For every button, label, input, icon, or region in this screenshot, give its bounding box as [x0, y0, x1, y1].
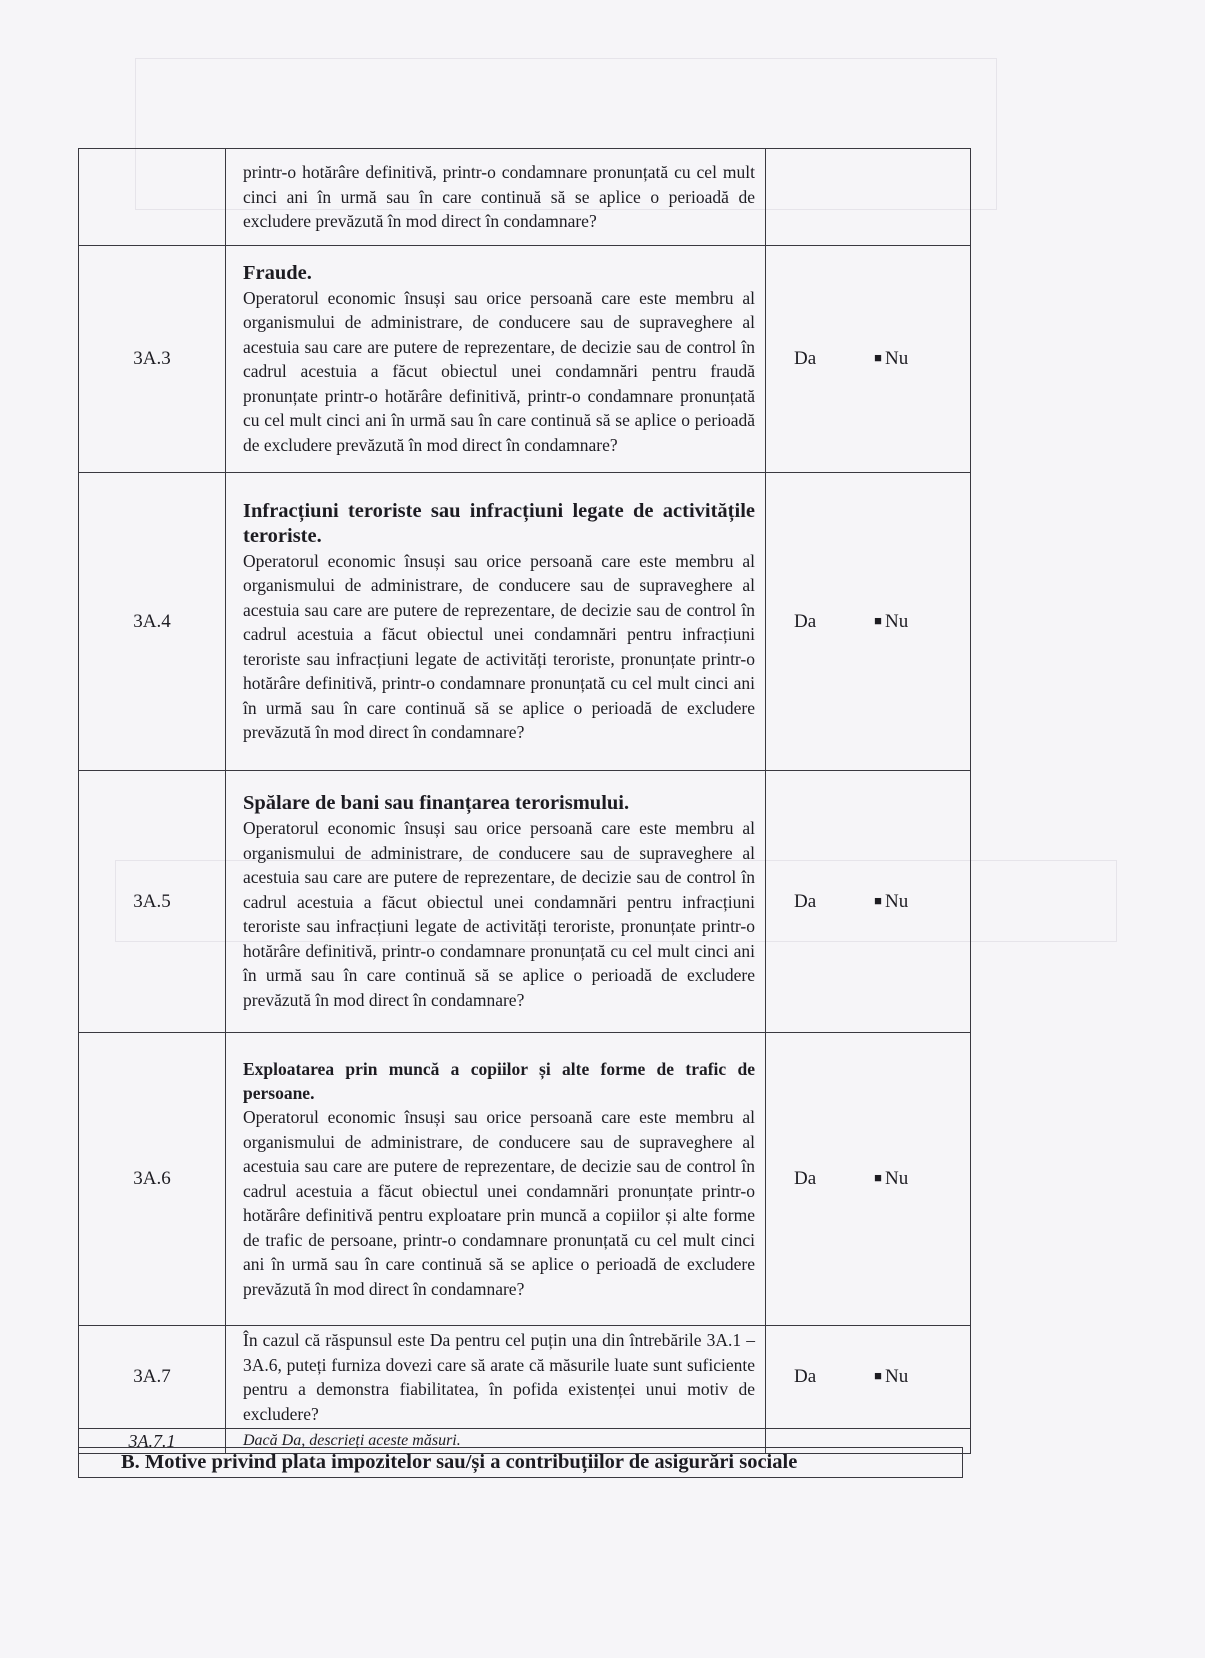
checkbox-checked-icon: ■: [874, 350, 883, 365]
exclusion-criteria-table: [78, 148, 971, 1454]
answer-cell: [766, 1326, 971, 1429]
answer-da[interactable]: Da: [794, 890, 817, 912]
answer-nu[interactable]: [874, 348, 908, 370]
table-row: [79, 1033, 971, 1326]
answer-nu[interactable]: [874, 611, 908, 633]
table-row: [79, 771, 971, 1033]
answer-da[interactable]: Da: [794, 348, 817, 369]
checkbox-checked-icon: ■: [874, 1170, 883, 1185]
answer-nu[interactable]: [874, 1168, 908, 1190]
question-heading: Spălare de bani sau finanțarea terorismului.: [243, 792, 630, 814]
answer-nu[interactable]: [874, 891, 908, 913]
question-heading: Infracțiuni teroriste sau infracțiuni legate de activitățile teroriste.: [243, 499, 755, 547]
answer-nu-label: Nu: [885, 1366, 909, 1387]
answer-nu-label: Nu: [885, 890, 909, 912]
question-text-cell: [226, 1326, 766, 1429]
question-text-cell: [226, 246, 766, 473]
section-b-heading: B. Motive privind plata impozitelor sau/și a contribuțiilor de asigurări sociale: [78, 1447, 963, 1478]
question-heading: Fraude.: [243, 261, 312, 284]
answer-cell: [766, 149, 971, 246]
answer-cell: [766, 771, 971, 1033]
answer-nu-label: Nu: [885, 348, 909, 369]
measures-description-cell[interactable]: Dacă Da, descrieți aceste măsuri.: [226, 1429, 766, 1454]
question-text: printr-o hotărâre definitivă, printr-o condamnare pronunțată cu cel mult cinci ani în urmă sau în care continuă să se aplice o perioadă de excludere prevăzută în mod direct în condamnare?: [243, 162, 755, 232]
table-row: [79, 473, 971, 771]
table-row: [79, 149, 971, 246]
row-id: 3A.7: [79, 1326, 226, 1429]
question-text: În cazul că răspunsul este Da pentru cel puțin una din întrebările 3A.1 – 3A.6, puteți furniza dovezi care să arate că măsurile luate sunt suficiente pentru a demonstra fiabilitatea, în pofida existenței unui motiv de excludere?: [243, 1330, 755, 1424]
checkbox-checked-icon: ■: [874, 612, 883, 628]
answer-cell: [766, 1033, 971, 1326]
answer-cell: [766, 246, 971, 473]
answer-da[interactable]: Da: [794, 610, 817, 632]
question-text-cell: [226, 771, 766, 1033]
row-id: 3A.4: [79, 473, 226, 771]
question-text: Operatorul economic însuși sau orice persoană care este membru al organismului de administrare, de conducere sau de supraveghere al acestuia sau care are putere de reprezentare, de decizie sau de control în cadrul acestuia a făcut obiectul unei condamnări pentru infracțiuni teroriste sau infracțiuni legate de activități teroriste, pronunțate printr-o hotărâre definitivă, printr-o condamnare pronunțată cu cel mult cinci ani în urmă sau în care continuă să se aplice o perioadă de excludere prevăzută în mod direct în condamnare?: [243, 550, 755, 742]
question-text: Operatorul economic însuși sau orice persoană care este membru al organismului de administrare, de conducere sau de supraveghere al acestuia sau care are putere de reprezentare, de decizie sau de control în cadrul acestuia a făcut obiectul unei condamnări pronunțate printr-o hotărâre definitivă pentru exploatare prin muncă a copiilor și alte forme de trafic de persoane, printr-o condamnare pronunțată cu cel mult cinci ani în urmă sau în care continuă să se aplice o perioadă de excludere prevăzută în mod direct în condamnare?: [243, 1107, 755, 1299]
question-text-cell: [226, 149, 766, 246]
row-id: 3A.3: [79, 246, 226, 473]
table-row: [79, 246, 971, 473]
row-id: 3A.5: [79, 771, 226, 1033]
row-id: [79, 149, 226, 246]
answer-da[interactable]: Da: [794, 1168, 817, 1189]
question-heading: Exploatarea prin muncă a copiilor și alte forme de trafic de persoane.: [243, 1059, 755, 1103]
checkbox-checked-icon: ■: [874, 1368, 883, 1383]
answer-cell: [766, 473, 971, 771]
question-text: Operatorul economic însuși sau orice persoană care este membru al organismului de administrare, de conducere sau de supraveghere al acestuia sau care are putere de reprezentare, de decizie sau de control în cadrul acestuia a făcut obiectul unei condamnări pentru infracțiuni teroriste sau infracțiuni legate de activități teroriste, pronunțate printr-o hotărâre definitivă, printr-o condamnare pronunțată cu cel mult cinci ani în urmă sau în care continuă să se aplice o perioadă de excludere prevăzută în mod direct în condamnare?: [243, 818, 755, 1010]
table-row: [79, 1326, 971, 1429]
row-id: 3A.6: [79, 1033, 226, 1326]
checkbox-checked-icon: ■: [874, 892, 883, 908]
question-text: Operatorul economic însuși sau orice persoană care este membru al organismului de administrare, de conducere sau de supraveghere al acestuia sau care are putere de reprezentare, de decizie sau de control în cadrul acestuia a făcut obiectul unei condamnări pentru fraudă pronunțate printr-o hotărâre definitivă, printr-o condamnare pronunțată cu cel mult cinci ani în urmă sau în care continuă să se aplice o perioadă de excludere prevăzută în mod direct în condamnare?: [243, 287, 755, 455]
question-text-cell: [226, 473, 766, 771]
row-id: 3A.7.1: [79, 1429, 226, 1454]
answer-nu-label: Nu: [885, 610, 909, 632]
answer-nu-label: Nu: [885, 1168, 909, 1189]
answer-nu[interactable]: [874, 1366, 908, 1388]
question-text-cell: [226, 1033, 766, 1326]
answer-da[interactable]: Da: [794, 1366, 817, 1387]
